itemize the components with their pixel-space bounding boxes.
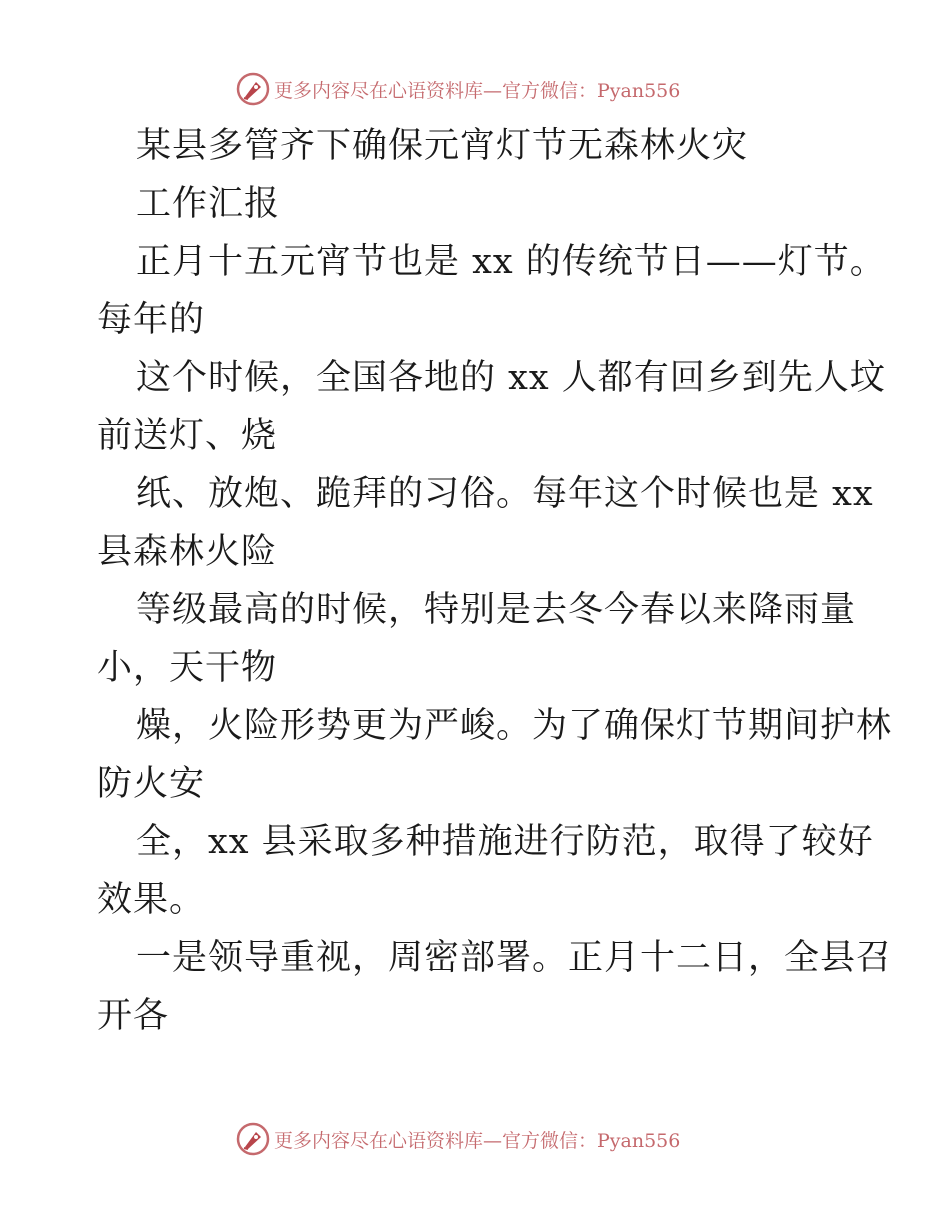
doc-line: 小，天干物 bbox=[97, 648, 278, 688]
doc-line: 燥，火险形势更为严峻。为了确保灯节期间护林 bbox=[136, 706, 893, 746]
doc-title-line-1: 某县多管齐下确保元宵灯节无森林火灾 bbox=[136, 126, 749, 166]
doc-line: 正月十五元宵节也是 xx 的传统节日——灯节。 bbox=[136, 242, 886, 282]
doc-line: 县森林火险 bbox=[97, 532, 278, 572]
doc-line: 纸、放炮、跪拜的习俗。每年这个时候也是 xx bbox=[136, 474, 874, 514]
doc-line: 等级最高的时候，特别是去冬今春以来降雨量 bbox=[136, 590, 857, 630]
doc-line: 一是领导重视，周密部署。正月十二日，全县召 bbox=[136, 938, 893, 978]
doc-line: 效果。 bbox=[97, 880, 206, 920]
pen-nib-logo-icon bbox=[236, 1122, 270, 1156]
header-watermark bbox=[236, 72, 680, 106]
doc-line: 这个时候，全国各地的 xx 人都有回乡到先人坟 bbox=[136, 358, 886, 398]
pen-nib-logo-icon bbox=[236, 72, 270, 106]
doc-line: 开各 bbox=[97, 996, 170, 1036]
watermark-text: 更多内容尽在心语资料库—官方微信：Pyan556 bbox=[274, 79, 681, 102]
watermark-text: 更多内容尽在心语资料库—官方微信：Pyan556 bbox=[274, 1129, 681, 1152]
doc-line: 防火安 bbox=[97, 764, 206, 804]
doc-line: 每年的 bbox=[97, 300, 206, 340]
doc-title-line-2: 工作汇报 bbox=[136, 184, 281, 224]
footer-watermark bbox=[236, 1122, 680, 1156]
doc-line: 全，xx 县采取多种措施进行防范，取得了较好 bbox=[136, 822, 874, 862]
doc-line: 前送灯、烧 bbox=[97, 416, 278, 456]
